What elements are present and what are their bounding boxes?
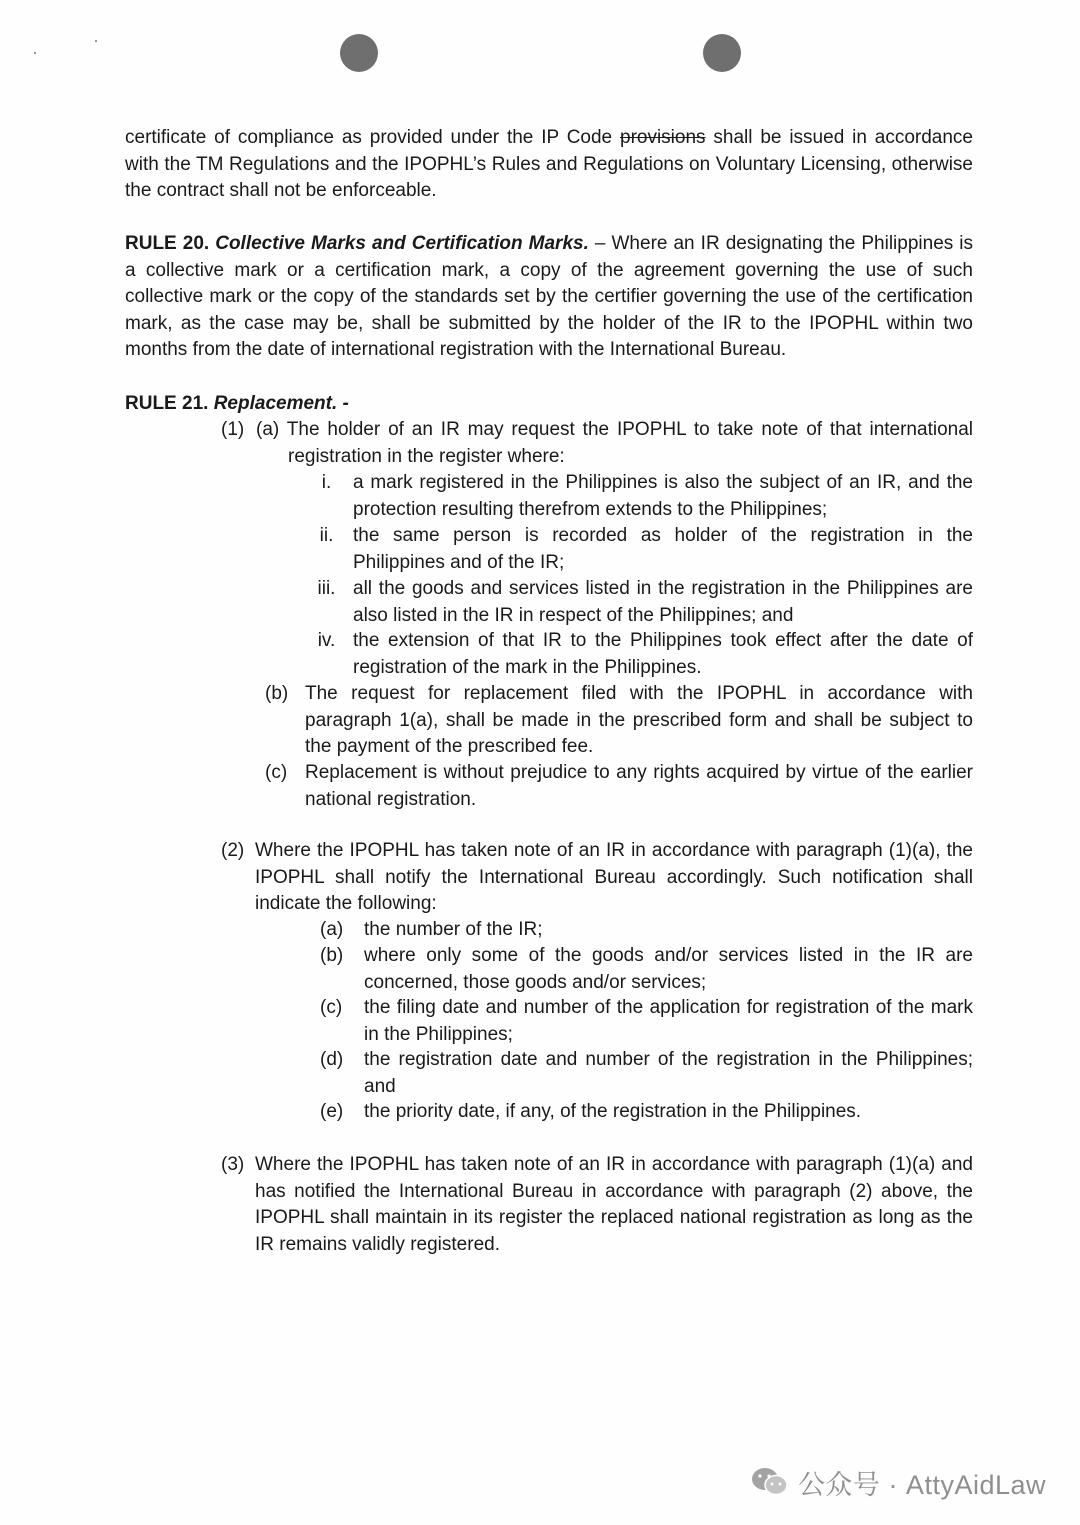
dash: – [588, 233, 612, 254]
roman-item-i [300, 470, 973, 523]
para-body [256, 417, 973, 470]
rule-21-heading [125, 391, 973, 418]
scan-speck [34, 52, 36, 54]
roman-text: a mark registered in the Philippines is also the subject of an IR, and the protection resulting therefrom extends to the Philippines; [353, 472, 973, 520]
rule-21-para-1b [265, 681, 973, 761]
sub-label: (b) [320, 945, 344, 966]
rule-text: Where an IR designating the Philippines is a collective mark or a certification mark, a copy of the agreement governing the use of such collective mark or the copy of the standards set by the certifier governing the use of the certification mark, as the case may be, shall be submitted by the holder of the IR to the IPOPHL within two months from the date of international registration with the International Bureau. [125, 233, 974, 360]
rule-21-para-1a [221, 417, 973, 470]
struck-text: provisions [620, 127, 706, 148]
rule-title: Replacement. - [213, 393, 349, 414]
scan-speck [95, 40, 97, 42]
para-2-item-b [320, 943, 973, 996]
para-number: (2) [221, 840, 245, 861]
sub-text: the registration date and number of the registration in the Philippines; and [364, 1049, 973, 1097]
roman-item-iv [300, 628, 973, 681]
sub-text: The request for replacement filed with the IPOPHL in accordance with paragraph 1(a), shall be made in the prescribed form and shall be subject to the payment of the prescribed fee. [305, 683, 973, 757]
rule-21-para-1c [265, 760, 973, 813]
roman-label: i. [321, 472, 332, 493]
roman-item-ii [300, 523, 973, 576]
para-text: Where the IPOPHL has taken note of an IR in accordance with paragraph (1)(a) and has notified the International Bureau in accordance with paragraph (2) above, the IPOPHL shall maintain in its register the replaced national registration as long as the IR remains validly registered. [255, 1154, 973, 1255]
para-number: (1) [221, 419, 245, 440]
para-2-item-a [320, 917, 973, 944]
roman-label: iii. [317, 578, 336, 599]
sub-label: (e) [320, 1101, 344, 1122]
watermark-text: 公众号 · AttyAidLaw [797, 1469, 1046, 1500]
roman-item-iii [300, 576, 973, 629]
para-text: certificate of compliance as provided under the IP Code [125, 127, 620, 148]
roman-text: all the goods and services listed in the registration in the Philippines are also listed in the IR in respect of the Philippines; and [353, 578, 973, 626]
roman-text: the extension of that IR to the Philippines took effect after the date of registration of the mark in the Philippines. [353, 630, 973, 678]
roman-text: the same person is recorded as holder of the registration in the Philippines and of the IR; [353, 525, 973, 573]
para-text: Where the IPOPHL has taken note of an IR in accordance with paragraph (1)(a), the IPOPHL shall notify the International Bureau accordingly. Such notification shall indicate the following: [255, 840, 973, 914]
sub-label: (a) [256, 419, 280, 440]
para-2-item-c [320, 995, 973, 1048]
continuation-paragraph [125, 125, 973, 205]
roman-label: iv. [317, 630, 336, 651]
punch-hole-left [340, 34, 378, 72]
punch-hole-right [703, 34, 741, 72]
sub-text: Replacement is without prejudice to any rights acquired by virtue of the earlier national registration. [305, 762, 973, 810]
sub-text: the filing date and number of the application for registration of the mark in the Philippines; [364, 997, 973, 1045]
rule-title: Collective Marks and Certification Marks. [215, 233, 589, 254]
rule-label: RULE 21. [125, 393, 209, 414]
sub-text: The holder of an IR may request the IPOPHL to take note of that international registration in the register where: [286, 419, 973, 467]
sub-text: the number of the IR; [364, 919, 543, 940]
para-2-item-d [320, 1047, 973, 1100]
rule-21-para-2 [221, 838, 973, 918]
sub-label: (b) [265, 683, 289, 704]
sub-label: (c) [265, 762, 288, 783]
rule-21-para-3 [221, 1152, 973, 1258]
para-number: (3) [221, 1154, 245, 1175]
rule-label: RULE 20. [125, 233, 210, 254]
watermark [750, 1462, 1046, 1502]
wechat-icon [750, 1466, 790, 1498]
sub-label: (d) [320, 1049, 344, 1070]
sub-label: (c) [320, 997, 343, 1018]
sub-label: (a) [320, 919, 344, 940]
rule-20 [125, 231, 973, 364]
para-2-item-e [320, 1099, 973, 1126]
sub-text: the priority date, if any, of the registration in the Philippines. [364, 1101, 862, 1122]
para-text: shall be issued in accordance with the TM Regulations and the IPOPHL’s Rules and Regulations on Voluntary Licensing, otherwise the contract shall not be enforceable. [125, 127, 973, 201]
roman-label: ii. [319, 525, 334, 546]
sub-text: where only some of the goods and/or services listed in the IR are concerned, those goods and/or services; [364, 945, 973, 993]
